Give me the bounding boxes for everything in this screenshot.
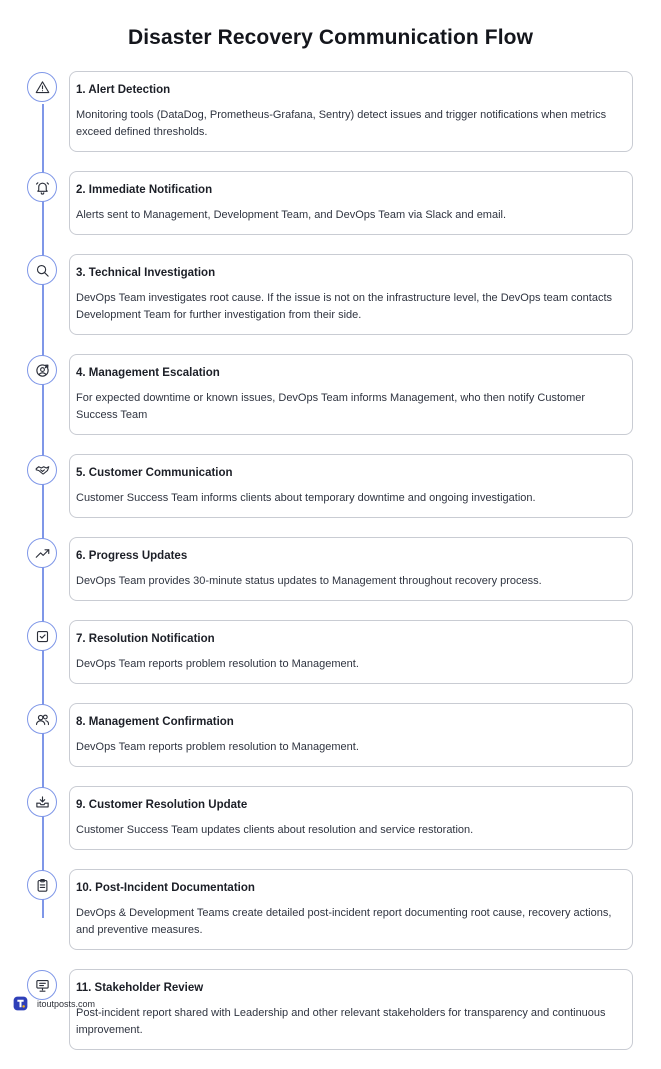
- step-icon-circle: [27, 787, 57, 817]
- flow-step: [0, 71, 661, 152]
- step-card: [69, 620, 633, 684]
- step-description: Monitoring tools (DataDog, Prometheus-Grafana, Sentry) detect issues and trigger notifications when metrics exceed defined thresholds.: [76, 109, 607, 138]
- flow-step: [0, 454, 661, 518]
- step-card: [69, 254, 633, 335]
- step-title: 4. Management Escalation: [76, 367, 220, 379]
- step-card: [69, 354, 633, 435]
- step-description: Customer Success Team informs clients about temporary downtime and ongoing investigation.: [76, 492, 536, 504]
- flow-step: [0, 537, 661, 601]
- flow-step: [0, 254, 661, 335]
- step-description: DevOps & Development Teams create detailed post-incident report documenting root cause, recovery actions, and preventive measures.: [76, 907, 612, 936]
- flow-step: [0, 354, 661, 435]
- step-title: 5. Customer Communication: [76, 467, 233, 479]
- step-icon-circle: [27, 704, 57, 734]
- step-title: 1. Alert Detection: [76, 84, 171, 96]
- step-card: [69, 703, 633, 767]
- step-title: 10. Post-Incident Documentation: [76, 882, 255, 894]
- step-icon-circle: [27, 72, 57, 102]
- user-escalation-icon: [35, 363, 50, 378]
- step-card: [69, 537, 633, 601]
- bell-icon: [35, 180, 50, 195]
- flow-step: [0, 703, 661, 767]
- step-card: [69, 171, 633, 235]
- step-card: [69, 786, 633, 850]
- step-description: Alerts sent to Management, Development Team, and DevOps Team via Slack and email.: [76, 209, 507, 221]
- step-icon-circle: [27, 970, 57, 1000]
- step-icon-circle: [27, 538, 57, 568]
- flow-step: [0, 869, 661, 950]
- step-title: 9. Customer Resolution Update: [76, 799, 248, 811]
- handshake-icon: [35, 463, 50, 478]
- step-description: Post-incident report shared with Leadership and other relevant stakeholders for transparency and continuous improvement.: [76, 1007, 606, 1036]
- step-card: [69, 869, 633, 950]
- trending-up-icon: [35, 546, 50, 561]
- flow-step: [0, 171, 661, 235]
- flow-step: [0, 620, 661, 684]
- step-card: [69, 454, 633, 518]
- inbox-download-icon: [35, 795, 50, 810]
- step-icon-circle: [27, 172, 57, 202]
- flow-steps: [0, 71, 661, 1069]
- step-icon-circle: [27, 621, 57, 651]
- flow-step: [0, 786, 661, 850]
- step-description: Customer Success Team updates clients about resolution and service restoration.: [76, 824, 474, 836]
- step-icon-circle: [27, 870, 57, 900]
- search-icon: [35, 263, 50, 278]
- step-description: DevOps Team reports problem resolution to Management.: [76, 741, 359, 753]
- presentation-icon: [35, 978, 50, 993]
- step-icon-circle: [27, 355, 57, 385]
- footer-site-link[interactable]: itoutposts.com: [37, 998, 96, 1009]
- step-title: 6. Progress Updates: [76, 550, 188, 562]
- step-icon-circle: [27, 255, 57, 285]
- step-icon-circle: [27, 455, 57, 485]
- page-title: Disaster Recovery Communication Flow: [127, 26, 534, 49]
- footer: [13, 996, 95, 1011]
- step-title: 3. Technical Investigation: [76, 267, 216, 279]
- warning-icon: [35, 80, 50, 95]
- step-description: DevOps Team reports problem resolution to Management.: [76, 658, 359, 670]
- step-description: DevOps Team provides 30-minute status updates to Management throughout recovery process.: [76, 575, 542, 587]
- clipboard-icon: [35, 878, 50, 893]
- step-description: For expected downtime or known issues, DevOps Team informs Management, who then notify Customer Success Team: [76, 392, 586, 421]
- step-title: 8. Management Confirmation: [76, 716, 234, 728]
- step-title: 11. Stakeholder Review: [76, 982, 204, 994]
- step-card: [69, 71, 633, 152]
- step-title: 7. Resolution Notification: [76, 633, 215, 645]
- check-square-icon: [35, 629, 50, 644]
- itoutposts-logo-icon: [13, 996, 28, 1011]
- step-description: DevOps Team investigates root cause. If the issue is not on the infrastructure level, the DevOps team contacts Development Team for further investigation from their side.: [76, 292, 613, 321]
- step-title: 2. Immediate Notification: [76, 184, 213, 196]
- users-icon: [35, 712, 50, 727]
- step-card: [69, 969, 633, 1050]
- flow-step: [0, 969, 661, 1050]
